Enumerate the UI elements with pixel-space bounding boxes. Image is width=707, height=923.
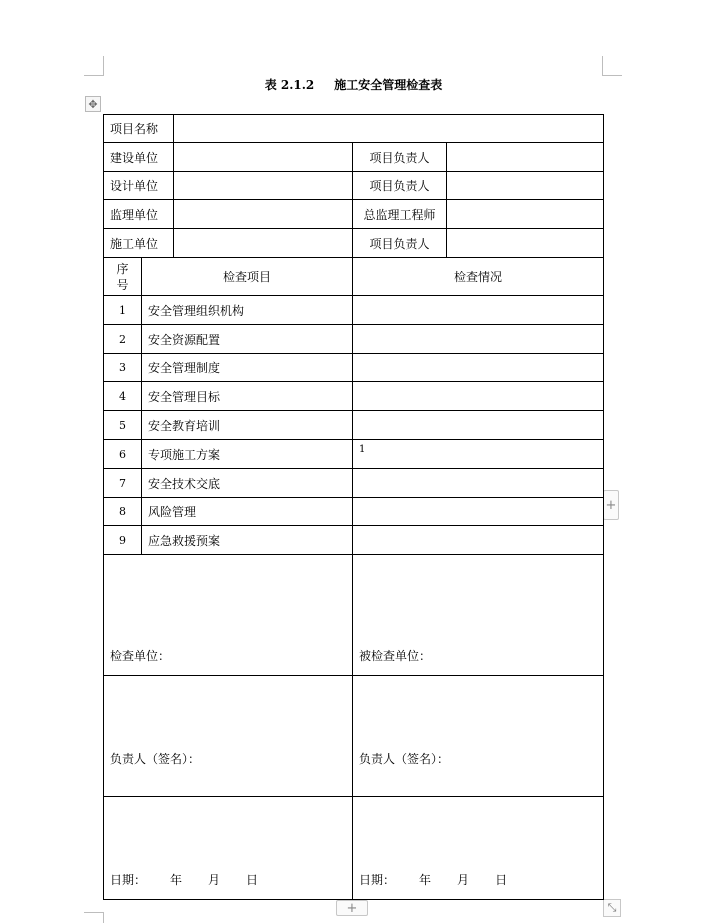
table-resize-icon[interactable]: ⤡ <box>603 899 621 917</box>
chief-engineer-label: 总监理工程师 <box>353 200 447 229</box>
table-row <box>104 469 604 498</box>
item-number: 2 <box>104 325 142 354</box>
person-left-label: 负责人（签名）： <box>110 752 201 766</box>
month-label: 月 <box>208 873 221 887</box>
inspector-unit-label: 检查单位： <box>110 649 171 663</box>
table-row <box>104 440 604 469</box>
supervision-label: 监理单位 <box>104 200 174 229</box>
title-number: 表 2.1.2 <box>264 78 315 92</box>
add-column-icon[interactable]: + <box>603 490 619 520</box>
row-construction <box>104 229 604 258</box>
item-status[interactable] <box>353 382 604 411</box>
item-status[interactable]: 1 <box>353 440 604 469</box>
person-right-label: 负责人（签名）： <box>359 752 450 766</box>
client-value[interactable] <box>174 143 353 172</box>
table-move-icon[interactable]: ✥ <box>85 96 101 112</box>
table-row <box>104 526 604 555</box>
item-number: 4 <box>104 382 142 411</box>
client-manager-label: 项目负责人 <box>353 143 447 172</box>
item-status[interactable] <box>353 526 604 555</box>
item-number: 5 <box>104 411 142 440</box>
item-name: 风险管理 <box>142 498 353 526</box>
row-supervision <box>104 200 604 229</box>
inspector-unit-cell[interactable] <box>104 555 353 676</box>
construction-value[interactable] <box>174 229 353 258</box>
item-status[interactable] <box>353 469 604 498</box>
date-right-cell[interactable] <box>353 797 604 900</box>
status-header: 检查情况 <box>353 258 604 296</box>
table-row <box>104 498 604 526</box>
project-name-label: 项目名称 <box>104 115 174 143</box>
item-number: 6 <box>104 440 142 469</box>
item-status[interactable] <box>353 411 604 440</box>
table-title <box>0 76 707 93</box>
chief-engineer-value[interactable] <box>447 200 604 229</box>
item-name: 安全教育培训 <box>142 411 353 440</box>
person-left-cell[interactable] <box>104 676 353 797</box>
item-name: 安全技术交底 <box>142 469 353 498</box>
design-value[interactable] <box>174 172 353 200</box>
item-number: 8 <box>104 498 142 526</box>
inspection-table <box>103 114 604 900</box>
design-manager-label: 项目负责人 <box>353 172 447 200</box>
items-header-row <box>104 258 604 296</box>
inspected-unit-cell[interactable] <box>353 555 604 676</box>
add-row-icon[interactable]: + <box>336 900 368 916</box>
design-label: 设计单位 <box>104 172 174 200</box>
construction-label: 施工单位 <box>104 229 174 258</box>
project-name-value[interactable] <box>174 115 604 143</box>
table-row <box>104 354 604 382</box>
date-left-cell[interactable] <box>104 797 353 900</box>
item-status[interactable] <box>353 498 604 526</box>
title-text: 施工安全管理检查表 <box>334 78 443 92</box>
inspected-unit-label: 被检查单位： <box>359 649 432 663</box>
row-project-name <box>104 115 604 143</box>
row-dates <box>104 797 604 900</box>
year-label: 年 <box>170 873 183 887</box>
month-label: 月 <box>457 873 470 887</box>
design-manager-value[interactable] <box>447 172 604 200</box>
construction-manager-label: 项目负责人 <box>353 229 447 258</box>
item-number: 9 <box>104 526 142 555</box>
table-row <box>104 382 604 411</box>
row-design <box>104 172 604 200</box>
item-name: 安全管理目标 <box>142 382 353 411</box>
item-number: 1 <box>104 296 142 325</box>
day-label: 日 <box>246 873 259 887</box>
client-manager-value[interactable] <box>447 143 604 172</box>
item-name: 应急救援预案 <box>142 526 353 555</box>
item-number: 7 <box>104 469 142 498</box>
item-name: 安全资源配置 <box>142 325 353 354</box>
seq-header: 序号 <box>104 258 142 296</box>
row-client <box>104 143 604 172</box>
item-name: 安全管理组织机构 <box>142 296 353 325</box>
table-row <box>104 296 604 325</box>
table-row <box>104 325 604 354</box>
table-row <box>104 411 604 440</box>
person-right-cell[interactable] <box>353 676 604 797</box>
date-label: 日期： <box>359 873 396 887</box>
item-status[interactable] <box>353 296 604 325</box>
item-status[interactable] <box>353 354 604 382</box>
item-header: 检查项目 <box>142 258 353 296</box>
date-label: 日期： <box>110 873 147 887</box>
item-number: 3 <box>104 354 142 382</box>
day-label: 日 <box>495 873 508 887</box>
row-units <box>104 555 604 676</box>
supervision-value[interactable] <box>174 200 353 229</box>
item-status[interactable] <box>353 325 604 354</box>
client-label: 建设单位 <box>104 143 174 172</box>
year-label: 年 <box>419 873 432 887</box>
item-name: 专项施工方案 <box>142 440 353 469</box>
item-name: 安全管理制度 <box>142 354 353 382</box>
row-persons <box>104 676 604 797</box>
construction-manager-value[interactable] <box>447 229 604 258</box>
